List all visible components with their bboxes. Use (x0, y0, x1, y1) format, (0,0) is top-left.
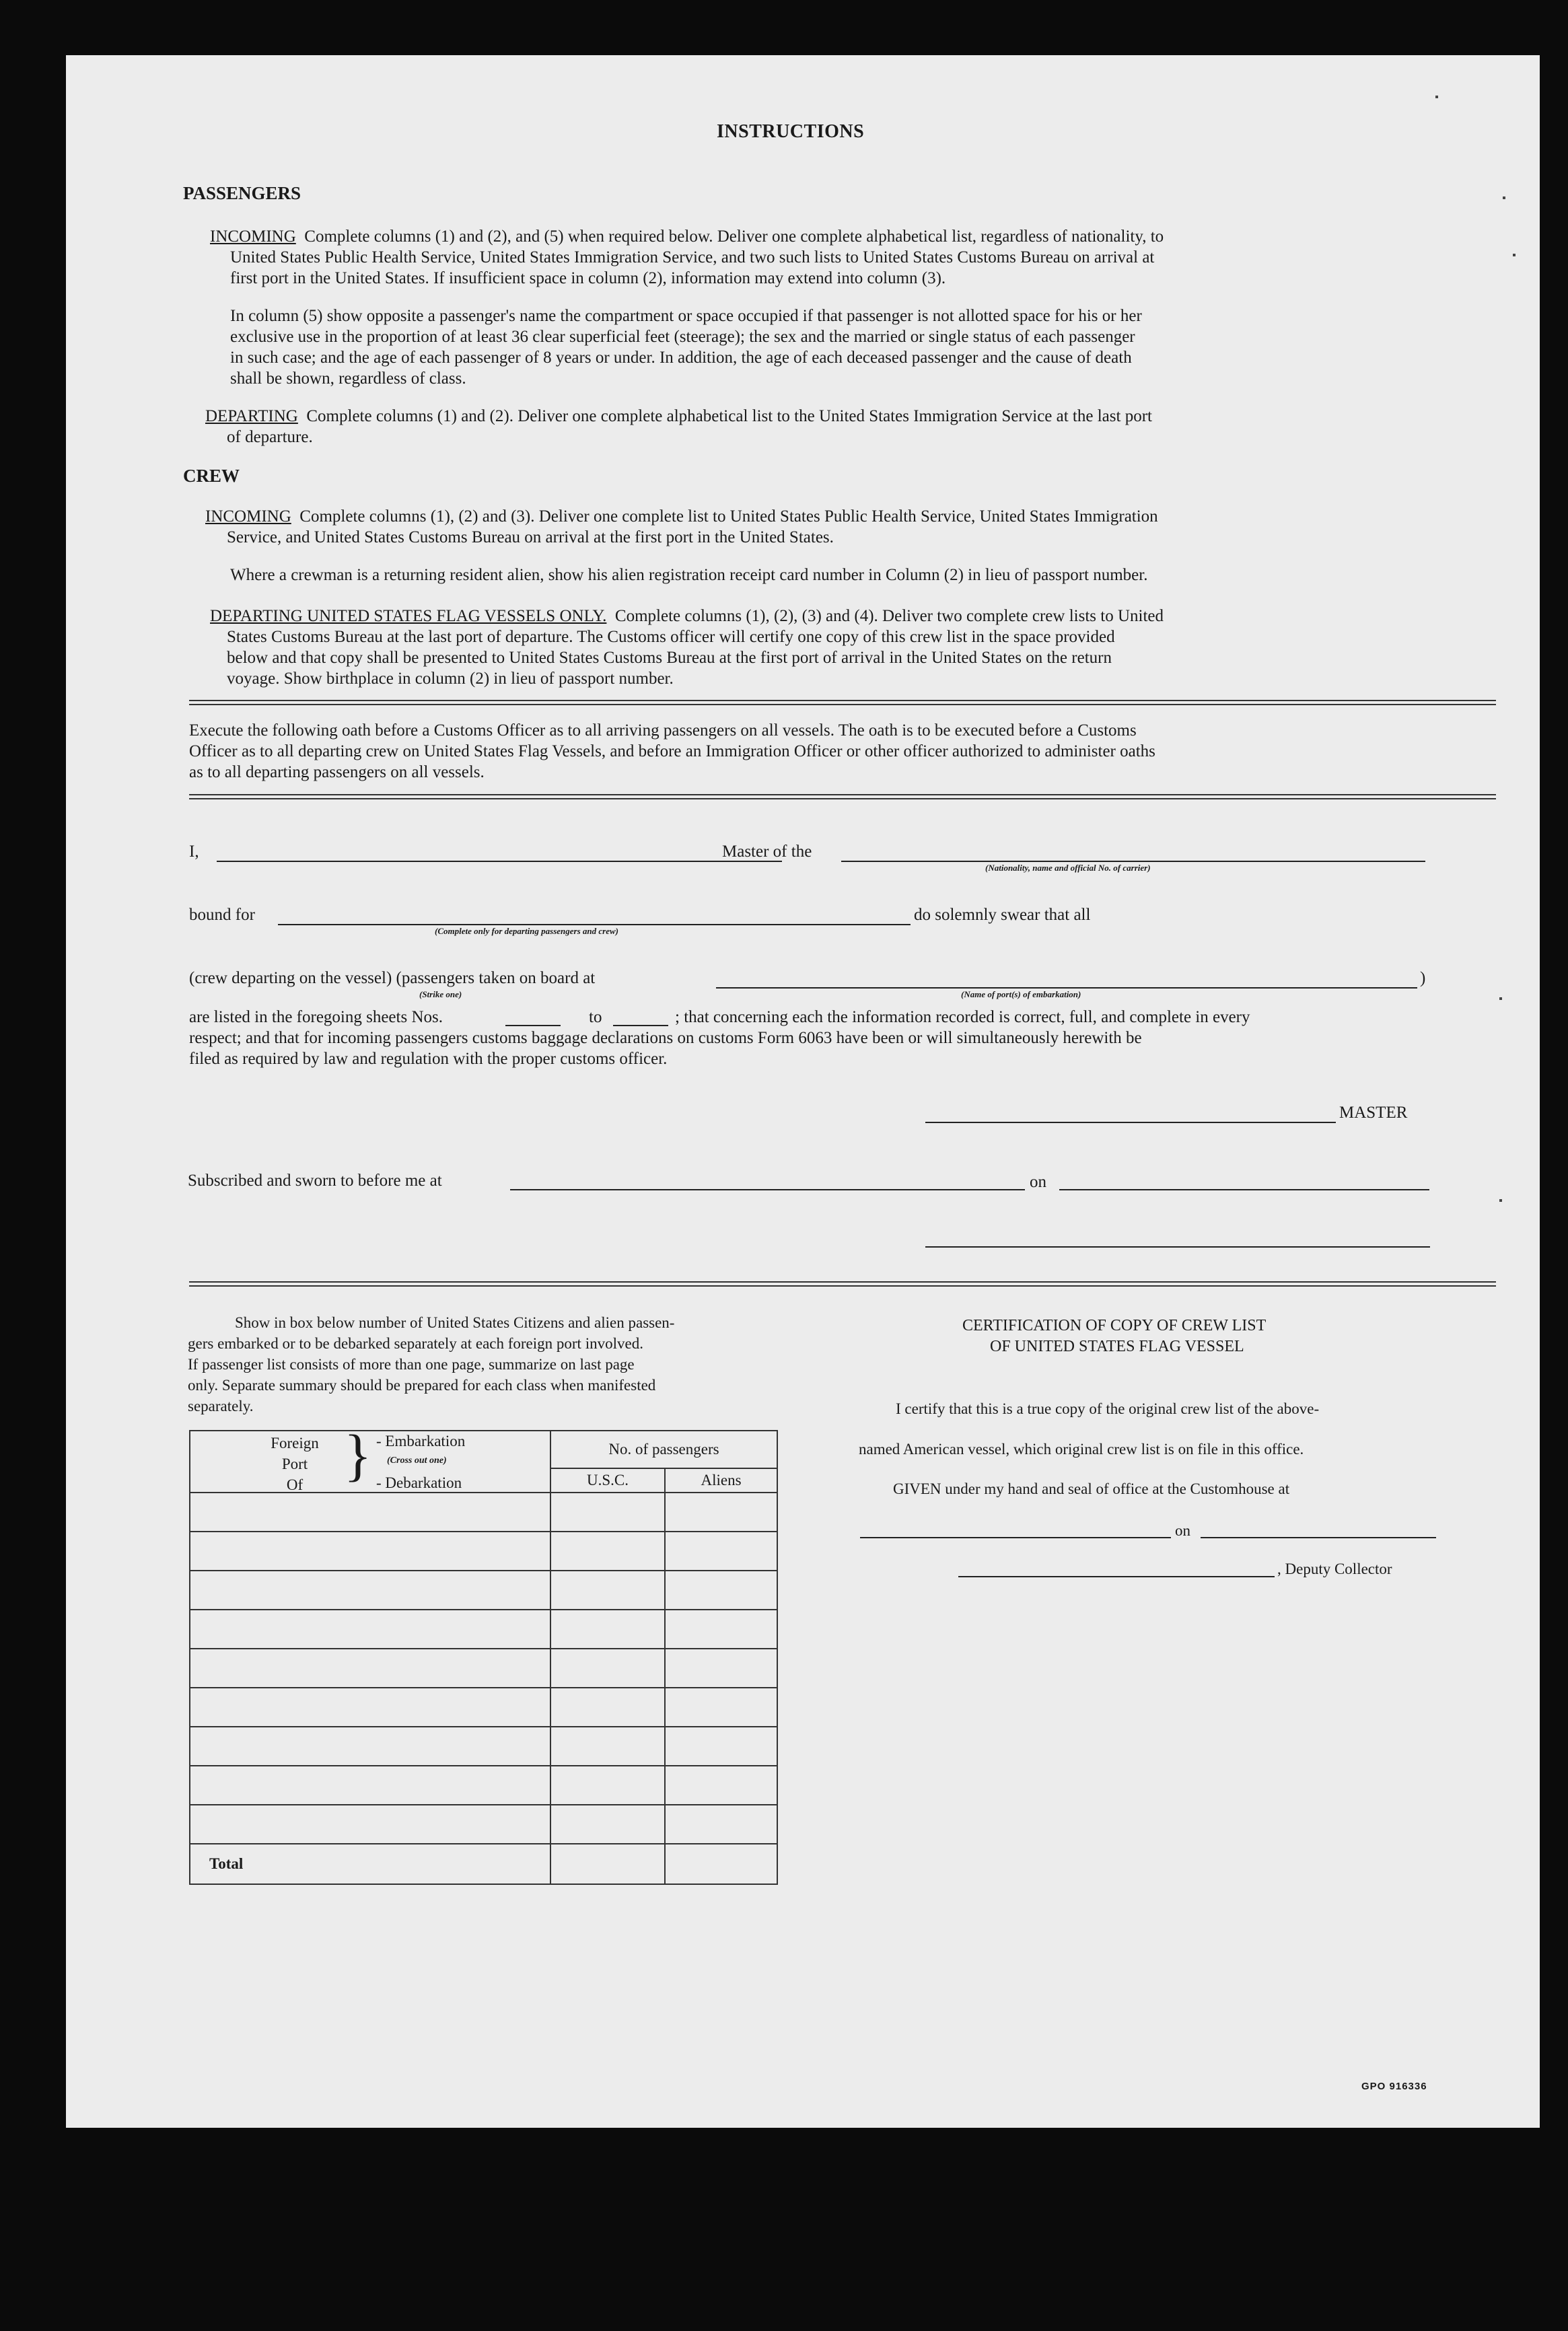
usc-cell[interactable] (550, 1766, 665, 1805)
master-signature-field[interactable] (925, 1122, 1336, 1123)
subscribed-on-label: on (1030, 1173, 1046, 1191)
of-label: Of (286, 1476, 304, 1493)
solemnly-swear-text: do solemnly swear that all (914, 906, 1091, 924)
certification-title-line1: CERTIFICATION OF COPY OF CREW LIST (962, 1317, 1267, 1334)
certify-line1: I certify that this is a true copy of the original crew list of the above- (896, 1400, 1320, 1417)
deputy-collector-label: , Deputy Collector (1277, 1561, 1392, 1577)
master-of-the-label: Master of the (722, 842, 812, 861)
usc-cell[interactable] (550, 1727, 665, 1766)
scan-speck (1499, 997, 1502, 1000)
port-hint: (Name of port(s) of embarkation) (961, 989, 1081, 999)
aliens-cell[interactable] (665, 1571, 777, 1610)
listed-sheets-text: are listed in the foregoing sheets Nos. (189, 1008, 443, 1026)
divider-rule (189, 700, 1496, 705)
aliens-cell[interactable] (665, 1805, 777, 1844)
officer-signature-field[interactable] (925, 1246, 1430, 1248)
subscribed-date-field[interactable] (1059, 1189, 1429, 1190)
port-cell[interactable] (190, 1766, 550, 1805)
master-label: MASTER (1339, 1104, 1408, 1122)
column5-line3: in such case; and the age of each passenger of 8 years or under. In addition, the age of each deceased passenger and the cause of death (230, 349, 1132, 367)
incoming-label: INCOMING (210, 227, 296, 246)
strike-one-hint: (Strike one) (419, 989, 462, 999)
bound-for-label: bound for (189, 906, 255, 924)
port-cell[interactable] (190, 1532, 550, 1571)
usc-cell[interactable] (550, 1649, 665, 1688)
foreign-label: Foreign (271, 1435, 319, 1451)
bound-for-field[interactable] (278, 924, 911, 925)
summary-note-line4: only. Separate summary should be prepared for each class when manifested (188, 1377, 656, 1394)
oath-intro-line1: Execute the following oath before a Customs Officer as to all arriving passengers on all vessels. The oath is to be executed before a Customs (189, 721, 1137, 740)
oath-intro-line3: as to all departing passengers on all vessels. (189, 763, 485, 781)
usc-cell[interactable] (550, 1571, 665, 1610)
total-aliens-cell[interactable] (665, 1844, 777, 1884)
debarkation-label: - Debarkation (376, 1474, 462, 1491)
scan-speck (1435, 96, 1438, 98)
oath-intro-line2: Officer as to all departing crew on United States Flag Vessels, and before an Immigration Officer or other officer authorized to administer oaths (189, 742, 1155, 760)
embarkation-port-field[interactable] (716, 987, 1417, 989)
passengers-heading: PASSENGERS (183, 183, 301, 203)
scan-speck (1513, 254, 1516, 256)
sheet-to-field[interactable] (613, 1025, 668, 1026)
listed-line3: filed as required by law and regulation with the proper customs officer. (189, 1050, 668, 1068)
listed-to-label: to (589, 1008, 602, 1026)
aliens-cell[interactable] (665, 1688, 777, 1727)
passenger-summary-table (189, 1423, 778, 1885)
sheet-from-field[interactable] (505, 1025, 561, 1026)
crew-departing-line3: below and that copy shall be presented to United States Customs Bureau at the first port of arrival in the United States on the return (227, 649, 1112, 667)
crew-departing-text: Complete columns (1), (2), (3) and (4). Deliver two complete crew lists to United (614, 607, 1164, 625)
master-name-field[interactable] (217, 861, 782, 862)
crew-incoming-text: Complete columns (1), (2) and (3). Deliver one complete list to United States Public Health Service, United States Immigration (299, 507, 1158, 526)
subscribed-place-field[interactable] (510, 1189, 1025, 1190)
crew-departing-label: DEPARTING UNITED STATES FLAG VESSELS ONLY. (210, 607, 607, 625)
column5-line4: shall be shown, regardless of class. (230, 369, 466, 388)
page-title: INSTRUCTIONS (717, 121, 865, 142)
foreign-port-header (190, 1423, 550, 1493)
port-cell[interactable] (190, 1805, 550, 1844)
port-cell[interactable] (190, 1688, 550, 1727)
passengers-incoming (210, 226, 1489, 247)
column5-line2: exclusive use in the proportion of at least 36 clear superficial feet (steerage); the sex and the married or single status of each passenger (230, 328, 1135, 346)
aliens-cell[interactable] (665, 1493, 777, 1532)
passengers-incoming-line3: first port in the United States. If insufficient space in column (2), information may extend into column (3). (230, 269, 946, 287)
crew-incoming-line2: Service, and United States Customs Bureau on arrival at the first port in the United States. (227, 528, 834, 546)
usc-cell[interactable] (550, 1610, 665, 1649)
summary-note-line1: Show in box below number of United States Citizens and alien passen- (235, 1314, 675, 1331)
port-label: Port (281, 1456, 308, 1472)
port-cell[interactable] (190, 1649, 550, 1688)
port-cell[interactable] (190, 1610, 550, 1649)
certification-on-label: on (1175, 1522, 1190, 1539)
passengers-departing (205, 406, 1152, 427)
divider-rule (189, 794, 1496, 799)
listed-sheets-text-b: ; that concerning each the information recorded is correct, full, and complete in every (675, 1008, 1250, 1026)
form-sheet (66, 55, 1540, 2128)
crew-departing-line2: States Customs Bureau at the last port of departure. The Customs officer will certify one copy of this crew list in the space provided (227, 628, 1115, 646)
port-cell[interactable] (190, 1571, 550, 1610)
usc-cell[interactable] (550, 1532, 665, 1571)
port-cell[interactable] (190, 1493, 550, 1532)
divider-rule (189, 1281, 1496, 1287)
customhouse-field[interactable] (860, 1537, 1171, 1538)
gpo-number: GPO 916336 (1361, 2081, 1427, 2092)
crew-heading: CREW (183, 466, 240, 486)
bound-for-hint: (Complete only for departing passengers and crew) (435, 926, 618, 936)
passengers-incoming-text: Complete columns (1) and (2), and (5) when required below. Deliver one complete alphabetical list, regardless of nationality, to (304, 227, 1164, 246)
cross-out-hint: (Cross out one) (387, 1456, 447, 1466)
scan-speck (1499, 1199, 1502, 1202)
crew-departing (210, 606, 1164, 626)
summary-note-line5: separately. (188, 1398, 254, 1414)
carrier-field[interactable] (841, 861, 1425, 862)
crew-departing-choice: (crew departing on the vessel) (passengers taken on board at (189, 969, 596, 987)
subscribed-label: Subscribed and sworn to before me at (188, 1172, 442, 1190)
deputy-signature-field[interactable] (958, 1576, 1275, 1577)
usc-cell[interactable] (550, 1805, 665, 1844)
departing-label: DEPARTING (205, 407, 298, 425)
usc-cell[interactable] (550, 1493, 665, 1532)
usc-cell[interactable] (550, 1688, 665, 1727)
passengers-departing-text: Complete columns (1) and (2). Deliver one complete alphabetical list to the United States Immigration Service at the last port (306, 407, 1152, 425)
certification-date-field[interactable] (1201, 1537, 1436, 1538)
scan-speck (1503, 196, 1505, 199)
crew-incoming-label: INCOMING (205, 507, 291, 526)
column5-line1: In column (5) show opposite a passenger's name the compartment or space occupied if that passenger is not allotted space for his or her (230, 307, 1142, 325)
given-text: GIVEN under my hand and seal of office at the Customhouse at (893, 1480, 1290, 1497)
crew-incoming (205, 506, 1158, 527)
brace-glyph: } (344, 1423, 372, 1487)
oath-i-label: I, (189, 842, 199, 861)
summary-note-line3: If passenger list consists of more than one page, summarize on last page (188, 1356, 635, 1373)
embarkation-label: - Embarkation (376, 1433, 466, 1449)
aliens-cell[interactable] (665, 1649, 777, 1688)
aliens-cell[interactable] (665, 1610, 777, 1649)
close-paren: ) (1420, 969, 1426, 987)
aliens-header: Aliens (665, 1468, 777, 1493)
summary-note-line2: gers embarked or to be debarked separately at each foreign port involved. (188, 1335, 643, 1352)
port-cell[interactable] (190, 1727, 550, 1766)
listed-line2: respect; and that for incoming passengers customs baggage declarations on customs Form 6063 have been or will simultaneously herewith be (189, 1029, 1142, 1047)
crew-alien-note: Where a crewman is a returning resident alien, show his alien registration receipt card number in Column (2) in lieu of passport number. (230, 566, 1148, 584)
passengers-incoming-line2: United States Public Health Service, United States Immigration Service, and two such lists to United States Customs Bureau on arrival at (230, 248, 1155, 266)
certification-title-line2: OF UNITED STATES FLAG VESSEL (990, 1338, 1244, 1355)
aliens-cell[interactable] (665, 1727, 777, 1766)
certify-line2: named American vessel, which original crew list is on file in this office. (859, 1441, 1304, 1458)
aliens-cell[interactable] (665, 1532, 777, 1571)
usc-header: U.S.C. (550, 1468, 665, 1493)
passengers-departing-line2: of departure. (227, 428, 313, 446)
no-passengers-header: No. of passengers (550, 1431, 777, 1468)
crew-departing-line4: voyage. Show birthplace in column (2) in lieu of passport number. (227, 670, 674, 688)
total-label: Total (190, 1844, 550, 1884)
aliens-cell[interactable] (665, 1766, 777, 1805)
total-usc-cell[interactable] (550, 1844, 665, 1884)
carrier-hint: (Nationality, name and official No. of carrier) (985, 863, 1151, 873)
